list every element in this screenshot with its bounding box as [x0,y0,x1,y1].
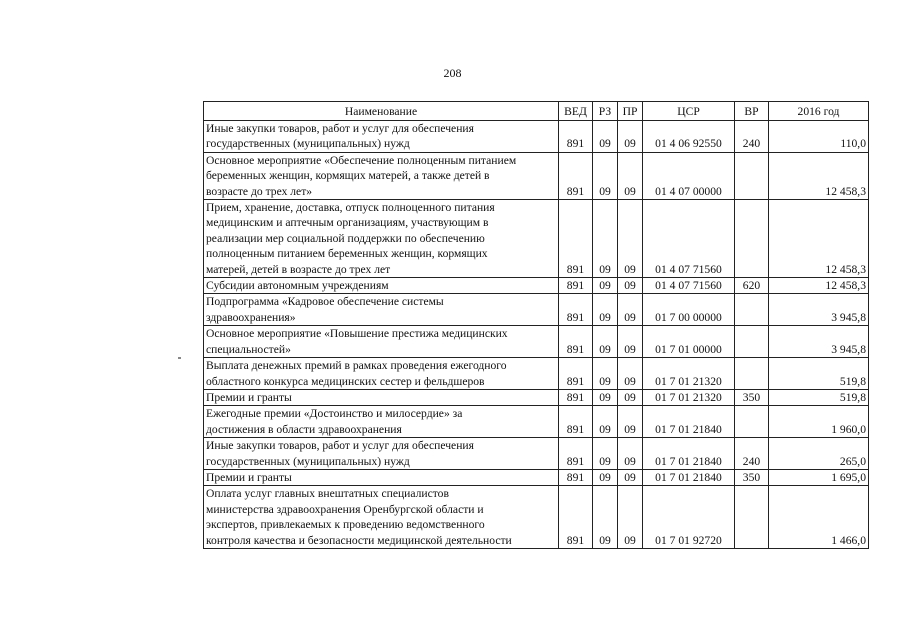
row-rz: 09 [593,486,618,549]
row-name: Основное мероприятие «Повышение престижа медицинских специальностей» [204,326,559,358]
row-csr: 01 7 01 21840 [643,438,735,470]
table-body [204,121,869,549]
header-vr: ВР [735,102,769,121]
row-csr: 01 7 01 21840 [643,469,735,485]
row-pr: 09 [618,389,643,405]
row-amount: 519,8 [769,358,869,390]
header-rz: РЗ [593,102,618,121]
row-rz: 09 [593,389,618,405]
table-row [204,152,869,199]
table-row [204,358,869,390]
row-amount: 12 458,3 [769,278,869,294]
table-row [204,121,869,153]
row-rz: 09 [593,438,618,470]
row-rz: 09 [593,469,618,485]
row-ved: 891 [559,438,593,470]
row-amount: 1 466,0 [769,486,869,549]
row-amount: 1 960,0 [769,406,869,438]
row-ved: 891 [559,278,593,294]
row-vr: 620 [735,278,769,294]
row-amount: 12 458,3 [769,152,869,199]
row-ved: 891 [559,294,593,326]
budget-table [203,101,869,549]
row-ved: 891 [559,326,593,358]
row-vr [735,152,769,199]
row-pr: 09 [618,294,643,326]
header-year: 2016 год [769,102,869,121]
row-csr: 01 4 07 71560 [643,278,735,294]
row-rz: 09 [593,152,618,199]
row-vr: 240 [735,121,769,153]
table-row [204,200,869,278]
row-rz: 09 [593,200,618,278]
row-vr [735,200,769,278]
row-ved: 891 [559,121,593,153]
row-vr [735,406,769,438]
row-name: Премии и гранты [204,469,559,485]
row-ved: 891 [559,486,593,549]
row-ved: 891 [559,389,593,405]
header-ved: ВЕД [559,102,593,121]
row-rz: 09 [593,294,618,326]
row-pr: 09 [618,406,643,438]
row-csr: 01 4 06 92550 [643,121,735,153]
row-csr: 01 7 01 00000 [643,326,735,358]
row-pr: 09 [618,200,643,278]
row-vr [735,486,769,549]
row-name: Премии и гранты [204,389,559,405]
row-name: Оплата услуг главных внештатных специалистов министерства здравоохранения Оренбургской области и экспертов, привлекаемых к проведению ведомственного контроля качества и безопасности медицинской деятельности [204,486,559,549]
row-name: Основное мероприятие «Обеспечение полноценным питанием беременных женщин, кормящих матерей, а также детей в возрасте до трех лет» [204,152,559,199]
table-row [204,278,869,294]
row-csr: 01 7 01 21320 [643,358,735,390]
row-vr: 350 [735,469,769,485]
row-amount: 110,0 [769,121,869,153]
table-row [204,326,869,358]
row-name: Иные закупки товаров, работ и услуг для обеспечения государственных (муниципальных) нужд [204,121,559,153]
row-vr: 350 [735,389,769,405]
row-csr: 01 7 01 21320 [643,389,735,405]
row-pr: 09 [618,358,643,390]
table-row [204,389,869,405]
row-name: Иные закупки товаров, работ и услуг для обеспечения государственных (муниципальных) нужд [204,438,559,470]
row-ved: 891 [559,469,593,485]
row-pr: 09 [618,326,643,358]
row-vr [735,358,769,390]
row-rz: 09 [593,326,618,358]
row-ved: 891 [559,200,593,278]
table-row [204,469,869,485]
row-pr: 09 [618,278,643,294]
row-pr: 09 [618,438,643,470]
row-name: Ежегодные премии «Достоинство и милосердие» за достижения в области здравоохранения [204,406,559,438]
table-row [204,294,869,326]
header-pr: ПР [618,102,643,121]
row-csr: 01 7 01 21840 [643,406,735,438]
row-name: Субсидии автономным учреждениям [204,278,559,294]
row-amount: 3 945,8 [769,326,869,358]
row-name: Подпрограмма «Кадровое обеспечение системы здравоохранения» [204,294,559,326]
row-rz: 09 [593,406,618,438]
row-pr: 09 [618,121,643,153]
table-row [204,438,869,470]
row-csr: 01 4 07 71560 [643,200,735,278]
row-rz: 09 [593,121,618,153]
row-rz: 09 [593,278,618,294]
row-amount: 12 458,3 [769,200,869,278]
page-number: 208 [443,66,462,80]
row-name: Выплата денежных премий в рамках проведения ежегодного областного конкурса медицинских сестер и фельдшеров [204,358,559,390]
row-name: Прием, хранение, доставка, отпуск полноценного питания медицинским и аптечным организациям, участвующим в реализации мер социальной поддержки по обеспечению полноценным питанием беременных женщин, кормящих матерей, детей в возрасте до трех лет [204,200,559,278]
row-vr: 240 [735,438,769,470]
row-pr: 09 [618,469,643,485]
row-pr: 09 [618,486,643,549]
row-ved: 891 [559,358,593,390]
row-amount: 519,8 [769,389,869,405]
row-vr [735,294,769,326]
row-amount: 265,0 [769,438,869,470]
row-csr: 01 7 01 92720 [643,486,735,549]
row-csr: 01 7 00 00000 [643,294,735,326]
table-row [204,406,869,438]
row-csr: 01 4 07 00000 [643,152,735,199]
row-pr: 09 [618,152,643,199]
margin-mark [178,357,181,359]
header-name: Наименование [204,102,559,121]
row-amount: 1 695,0 [769,469,869,485]
table-row [204,486,869,549]
header-csr: ЦСР [643,102,735,121]
row-vr [735,326,769,358]
row-ved: 891 [559,406,593,438]
table-header-row [204,102,869,121]
row-ved: 891 [559,152,593,199]
row-rz: 09 [593,358,618,390]
row-amount: 3 945,8 [769,294,869,326]
